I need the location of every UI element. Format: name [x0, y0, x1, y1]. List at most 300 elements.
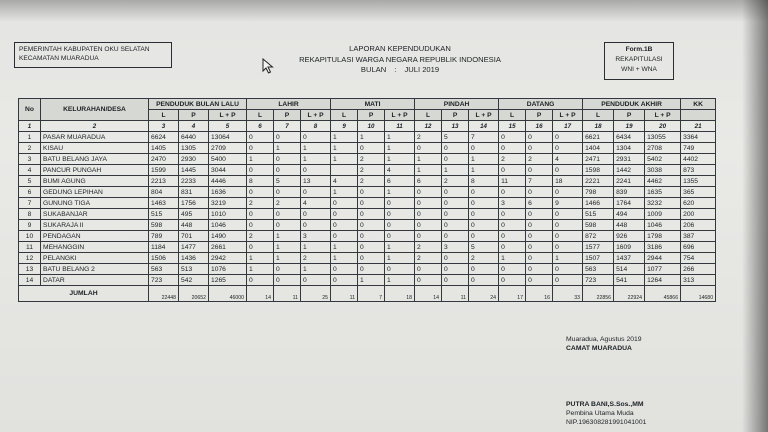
value-cell: 2 — [358, 154, 385, 165]
value-cell: 0 — [553, 264, 583, 275]
value-cell: 0 — [469, 275, 499, 286]
total-value-cell: 18 — [385, 286, 415, 302]
subheader-cell: P — [442, 110, 469, 121]
signatory-name: PUTRA BANI,S.Sos.,MM — [566, 401, 644, 408]
value-cell: 1305 — [179, 143, 209, 154]
subheader-cell: L + P — [209, 110, 247, 121]
value-cell: 0 — [385, 209, 415, 220]
value-cell: 0 — [526, 187, 553, 198]
value-cell: 1 — [301, 264, 331, 275]
total-value-cell: 16 — [526, 286, 553, 302]
value-cell: 0 — [553, 143, 583, 154]
subheader-cell: L — [247, 110, 274, 121]
photo-shadow-right — [742, 0, 768, 432]
value-cell: 0 — [526, 264, 553, 275]
value-cell: 0 — [499, 264, 526, 275]
value-cell: 0 — [499, 242, 526, 253]
value-cell: 1466 — [583, 198, 614, 209]
table-row — [19, 132, 716, 143]
subheader-cell: P — [274, 110, 301, 121]
value-cell: 1 — [385, 154, 415, 165]
value-cell: 0 — [358, 198, 385, 209]
column-index-cell: 9 — [331, 121, 358, 132]
value-cell: 1 — [385, 253, 415, 264]
village-name-cell: PANCUR PUNGAH — [41, 165, 149, 176]
report-title-block — [250, 44, 550, 76]
value-cell: 3 — [499, 198, 526, 209]
value-cell — [331, 165, 358, 176]
value-cell: 515 — [583, 209, 614, 220]
value-cell: 0 — [415, 264, 442, 275]
value-cell: 0 — [526, 231, 553, 242]
value-cell: 1 — [274, 231, 301, 242]
value-cell: 1 — [274, 242, 301, 253]
value-cell: 0 — [247, 242, 274, 253]
value-cell: 2 — [358, 176, 385, 187]
signature-office: CAMAT MUARADUA — [566, 345, 632, 352]
column-index-cell: 7 — [274, 121, 301, 132]
value-cell: 2233 — [179, 176, 209, 187]
value-cell: 0 — [526, 209, 553, 220]
total-value-cell: 24 — [469, 286, 499, 302]
village-name-cell: MEHANGGIN — [41, 242, 149, 253]
value-cell: 6621 — [583, 132, 614, 143]
period-label: BULAN — [360, 65, 387, 74]
value-cell: 515 — [149, 209, 179, 220]
subheader-cell: P — [179, 110, 209, 121]
column-index-cell: 11 — [385, 121, 415, 132]
village-name-cell: SUKARAJA II — [41, 220, 149, 231]
value-cell: 0 — [499, 165, 526, 176]
value-cell: 620 — [681, 198, 716, 209]
value-cell: 0 — [415, 198, 442, 209]
table-header — [19, 99, 716, 121]
total-value-cell: 17 — [499, 286, 526, 302]
value-cell: 0 — [553, 242, 583, 253]
value-cell: 13 — [301, 176, 331, 187]
value-cell: 2708 — [645, 143, 681, 154]
value-cell: 2 — [526, 154, 553, 165]
value-cell: 0 — [247, 220, 274, 231]
value-cell: 0 — [301, 187, 331, 198]
value-cell: 0 — [301, 132, 331, 143]
value-cell: 1599 — [149, 165, 179, 176]
form-code-box — [604, 42, 674, 80]
row-number-cell: 12 — [19, 253, 41, 264]
value-cell: 0 — [526, 220, 553, 231]
value-cell: 2470 — [149, 154, 179, 165]
table-row — [19, 231, 716, 242]
table-row — [19, 253, 716, 264]
header-moved-out: PINDAH — [415, 99, 499, 110]
value-cell: 0 — [247, 187, 274, 198]
value-cell: 1609 — [614, 242, 645, 253]
column-index-cell: 2 — [41, 121, 149, 132]
value-cell: 563 — [583, 264, 614, 275]
value-cell: 2 — [415, 253, 442, 264]
value-cell: 0 — [553, 209, 583, 220]
value-cell: 1463 — [149, 198, 179, 209]
value-cell: 3 — [442, 242, 469, 253]
row-number-cell: 13 — [19, 264, 41, 275]
value-cell: 1764 — [614, 198, 645, 209]
column-index-cell: 3 — [149, 121, 179, 132]
value-cell: 6 — [526, 198, 553, 209]
subheader-cell: L — [149, 110, 179, 121]
value-cell: 804 — [149, 187, 179, 198]
value-cell: 266 — [681, 264, 716, 275]
value-cell: 542 — [179, 275, 209, 286]
value-cell: 6434 — [614, 132, 645, 143]
value-cell: 1 — [385, 242, 415, 253]
value-cell: 0 — [274, 275, 301, 286]
value-cell: 0 — [442, 209, 469, 220]
value-cell: 0 — [469, 231, 499, 242]
village-name-cell: DATAR — [41, 275, 149, 286]
subheader-cell: P — [358, 110, 385, 121]
value-cell: 2930 — [179, 154, 209, 165]
value-cell: 1635 — [645, 187, 681, 198]
value-cell: 0 — [247, 209, 274, 220]
value-cell: 1 — [385, 132, 415, 143]
column-index-cell: 13 — [442, 121, 469, 132]
value-cell: 4446 — [209, 176, 247, 187]
value-cell: 0 — [553, 187, 583, 198]
value-cell: 0 — [301, 275, 331, 286]
table-row — [19, 264, 716, 275]
value-cell: 0 — [415, 231, 442, 242]
value-cell: 2931 — [614, 154, 645, 165]
table-row — [19, 275, 716, 286]
table-row — [19, 176, 716, 187]
value-cell: 1 — [331, 143, 358, 154]
value-cell: 3232 — [645, 198, 681, 209]
column-index-cell: 8 — [301, 121, 331, 132]
value-cell: 2 — [415, 242, 442, 253]
row-number-cell: 4 — [19, 165, 41, 176]
value-cell: 789 — [149, 231, 179, 242]
value-cell: 1 — [358, 275, 385, 286]
value-cell: 2 — [247, 198, 274, 209]
column-index-cell: 15 — [499, 121, 526, 132]
header-village: KELURAHAN/DESA — [41, 99, 149, 121]
total-label: JUMLAH — [19, 286, 149, 302]
value-cell: 0 — [469, 264, 499, 275]
value-cell: 873 — [681, 165, 716, 176]
value-cell: 5402 — [645, 154, 681, 165]
value-cell: 7 — [526, 176, 553, 187]
value-cell: 3044 — [209, 165, 247, 176]
row-number-cell: 14 — [19, 275, 41, 286]
subheader-cell — [681, 110, 716, 121]
value-cell: 0 — [247, 132, 274, 143]
value-cell: 5 — [274, 176, 301, 187]
value-cell: 5 — [442, 132, 469, 143]
value-cell: 563 — [149, 264, 179, 275]
value-cell: 13055 — [645, 132, 681, 143]
value-cell: 1 — [301, 143, 331, 154]
value-cell: 2 — [442, 176, 469, 187]
value-cell: 1 — [442, 165, 469, 176]
column-index-cell: 12 — [415, 121, 442, 132]
value-cell: 0 — [331, 198, 358, 209]
value-cell: 0 — [499, 275, 526, 286]
value-cell: 2471 — [583, 154, 614, 165]
value-cell: 0 — [469, 198, 499, 209]
value-cell: 513 — [179, 264, 209, 275]
value-cell: 0 — [415, 220, 442, 231]
value-cell: 1076 — [209, 264, 247, 275]
value-cell: 2709 — [209, 143, 247, 154]
subheader-cell: L — [415, 110, 442, 121]
value-cell: 1507 — [583, 253, 614, 264]
value-cell: 1 — [247, 253, 274, 264]
value-cell: 1405 — [149, 143, 179, 154]
value-cell: 839 — [614, 187, 645, 198]
value-cell: 2 — [301, 253, 331, 264]
village-name-cell: PASAR MUARADUA — [41, 132, 149, 143]
subheader-cell: L — [583, 110, 614, 121]
signatory-nip: NIP.196308281991041001 — [566, 419, 647, 426]
total-row — [19, 286, 716, 302]
row-number-cell: 10 — [19, 231, 41, 242]
value-cell: 2 — [358, 165, 385, 176]
value-cell: 723 — [583, 275, 614, 286]
value-cell: 0 — [442, 220, 469, 231]
value-cell: 3 — [301, 231, 331, 242]
value-cell: 0 — [526, 242, 553, 253]
column-index-cell: 19 — [614, 121, 645, 132]
value-cell: 0 — [358, 209, 385, 220]
value-cell: 1 — [358, 132, 385, 143]
value-cell: 1 — [469, 165, 499, 176]
value-cell: 8 — [469, 176, 499, 187]
value-cell: 1404 — [583, 143, 614, 154]
value-cell: 0 — [553, 231, 583, 242]
value-cell: 2 — [247, 231, 274, 242]
value-cell: 5 — [469, 242, 499, 253]
value-cell: 0 — [385, 264, 415, 275]
value-cell: 2 — [274, 198, 301, 209]
value-cell: 598 — [149, 220, 179, 231]
value-cell: 7 — [469, 132, 499, 143]
period-separator: : — [394, 65, 397, 74]
value-cell: 701 — [179, 231, 209, 242]
total-value-cell: 14 — [247, 286, 274, 302]
value-cell: 4 — [553, 154, 583, 165]
value-cell: 448 — [179, 220, 209, 231]
header-final-population: PENDUDUK AKHIR — [583, 99, 681, 110]
value-cell: 1 — [247, 264, 274, 275]
value-cell: 1798 — [645, 231, 681, 242]
village-name-cell: PELANGKI — [41, 253, 149, 264]
subheader-cell: L — [331, 110, 358, 121]
total-value-cell: 14680 — [681, 286, 716, 302]
value-cell: 1442 — [614, 165, 645, 176]
value-cell: 13064 — [209, 132, 247, 143]
value-cell: 514 — [614, 264, 645, 275]
column-index-cell: 4 — [179, 121, 209, 132]
value-cell: 0 — [526, 253, 553, 264]
value-cell: 0 — [247, 275, 274, 286]
value-cell: 1 — [331, 154, 358, 165]
value-cell: 387 — [681, 231, 716, 242]
value-cell: 0 — [274, 187, 301, 198]
subheader-cell: L + P — [301, 110, 331, 121]
value-cell: 0 — [526, 165, 553, 176]
value-cell: 0 — [499, 132, 526, 143]
value-cell: 1636 — [209, 187, 247, 198]
value-cell: 723 — [149, 275, 179, 286]
value-cell: 2944 — [645, 253, 681, 264]
population-recap-table — [18, 98, 716, 302]
value-cell: 0 — [442, 231, 469, 242]
value-cell: 0 — [331, 209, 358, 220]
total-value-cell: 14 — [415, 286, 442, 302]
value-cell: 0 — [442, 275, 469, 286]
value-cell: 11 — [499, 176, 526, 187]
column-index-cell: 17 — [553, 121, 583, 132]
value-cell: 1 — [301, 242, 331, 253]
value-cell: 0 — [301, 209, 331, 220]
total-value-cell: 11 — [274, 286, 301, 302]
total-value-cell: 20652 — [179, 286, 209, 302]
value-cell: 0 — [247, 143, 274, 154]
row-number-cell: 5 — [19, 176, 41, 187]
value-cell: 4 — [301, 198, 331, 209]
value-cell: 313 — [681, 275, 716, 286]
value-cell: 1 — [331, 187, 358, 198]
total-value-cell: 7 — [358, 286, 385, 302]
village-name-cell: GEDUNG LEPIHAN — [41, 187, 149, 198]
value-cell: 696 — [681, 242, 716, 253]
value-cell: 0 — [469, 209, 499, 220]
column-index-cell: 21 — [681, 121, 716, 132]
total-value-cell: 22856 — [583, 286, 614, 302]
value-cell: 1046 — [209, 220, 247, 231]
column-index-cell: 16 — [526, 121, 553, 132]
value-cell: 0 — [331, 264, 358, 275]
row-number-cell: 1 — [19, 132, 41, 143]
value-cell: 1184 — [149, 242, 179, 253]
value-cell: 1 — [274, 253, 301, 264]
village-name-cell: PENDAGAN — [41, 231, 149, 242]
value-cell: 2221 — [583, 176, 614, 187]
column-index-cell: 18 — [583, 121, 614, 132]
form-code: Form.1B — [625, 46, 653, 53]
value-cell: 0 — [331, 231, 358, 242]
value-cell: 2 — [415, 132, 442, 143]
value-cell: 1445 — [179, 165, 209, 176]
subheader-cell: L + P — [469, 110, 499, 121]
value-cell: 2942 — [209, 253, 247, 264]
value-cell: 1436 — [179, 253, 209, 264]
value-cell: 1 — [331, 242, 358, 253]
signature-header — [566, 335, 642, 353]
subheader-cell: P — [526, 110, 553, 121]
value-cell: 5400 — [209, 154, 247, 165]
value-cell: 1077 — [645, 264, 681, 275]
value-cell: 0 — [358, 253, 385, 264]
report-period — [250, 65, 550, 76]
value-cell: 0 — [385, 220, 415, 231]
row-number-cell: 7 — [19, 198, 41, 209]
value-cell: 0 — [499, 187, 526, 198]
report-subtitle: REKAPITULASI WARGA NEGARA REPUBLIK INDONESIA — [299, 54, 501, 64]
photo-shadow-top — [0, 0, 768, 22]
subheader-cell: P — [614, 110, 645, 121]
table-row — [19, 209, 716, 220]
total-value-cell: 22924 — [614, 286, 645, 302]
value-cell: 1265 — [209, 275, 247, 286]
value-cell: 3186 — [645, 242, 681, 253]
subheader-cell: L + P — [553, 110, 583, 121]
value-cell: 2213 — [149, 176, 179, 187]
value-cell: 2661 — [209, 242, 247, 253]
value-cell: 0 — [442, 198, 469, 209]
form-type: REKAPITULASI — [615, 56, 663, 63]
value-cell: 1756 — [179, 198, 209, 209]
table-row — [19, 165, 716, 176]
value-cell: 0 — [358, 242, 385, 253]
value-cell: 0 — [415, 209, 442, 220]
header-households: KK — [681, 99, 716, 110]
value-cell: 6624 — [149, 132, 179, 143]
value-cell: 1009 — [645, 209, 681, 220]
village-name-cell: BATU BELANG JAYA — [41, 154, 149, 165]
value-cell: 0 — [415, 275, 442, 286]
value-cell: 8 — [247, 176, 274, 187]
value-cell: 1 — [385, 143, 415, 154]
village-name-cell: BUMI AGUNG — [41, 176, 149, 187]
value-cell: 4462 — [645, 176, 681, 187]
value-cell: 2 — [499, 154, 526, 165]
value-cell: 0 — [499, 209, 526, 220]
value-cell: 1 — [385, 275, 415, 286]
row-number-cell: 2 — [19, 143, 41, 154]
value-cell: 0 — [442, 154, 469, 165]
value-cell: 1304 — [614, 143, 645, 154]
header-deaths: MATI — [331, 99, 415, 110]
value-cell: 598 — [583, 220, 614, 231]
row-number-cell: 6 — [19, 187, 41, 198]
value-cell: 448 — [614, 220, 645, 231]
value-cell: 6 — [415, 176, 442, 187]
value-cell: 1 — [331, 132, 358, 143]
value-cell: 1 — [415, 165, 442, 176]
value-cell: 0 — [442, 187, 469, 198]
value-cell: 1437 — [614, 253, 645, 264]
value-cell: 3038 — [645, 165, 681, 176]
value-cell: 749 — [681, 143, 716, 154]
value-cell: 541 — [614, 275, 645, 286]
value-cell: 0 — [553, 165, 583, 176]
column-index-cell: 5 — [209, 121, 247, 132]
village-name-cell: BATU BELANG 2 — [41, 264, 149, 275]
district-name: KECAMATAN MUARADUA — [19, 55, 99, 62]
value-cell: 0 — [358, 220, 385, 231]
column-index-cell: 6 — [247, 121, 274, 132]
row-number-cell: 3 — [19, 154, 41, 165]
column-index-cell: 14 — [469, 121, 499, 132]
value-cell: 1 — [415, 154, 442, 165]
total-value-cell: 45866 — [645, 286, 681, 302]
value-cell: 0 — [499, 220, 526, 231]
table-row — [19, 154, 716, 165]
value-cell: 0 — [301, 220, 331, 231]
value-cell: 0 — [442, 253, 469, 264]
value-cell: 2241 — [614, 176, 645, 187]
